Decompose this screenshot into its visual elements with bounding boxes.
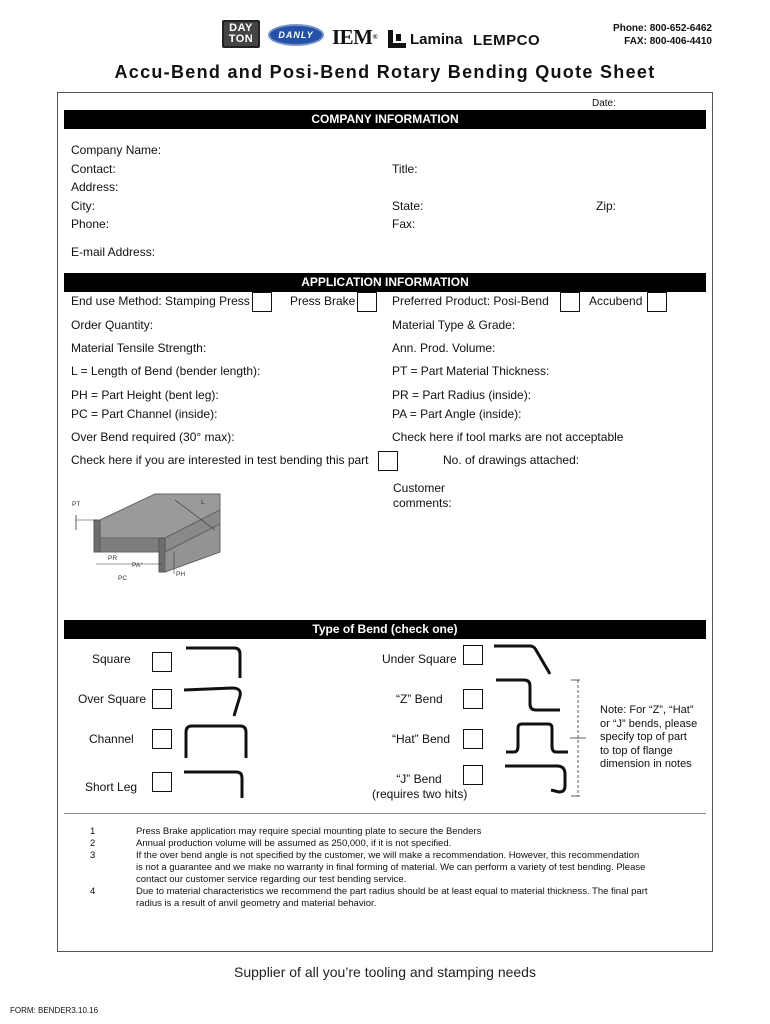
hat-bend-checkbox[interactable] [463, 729, 483, 749]
footnote-line: If the over bend angle is not specified by the customer, we will make a recommendation. However, this recommendation [136, 850, 640, 861]
j-bend-line1: “J” Bend [396, 772, 442, 786]
address-label[interactable]: Address: [71, 180, 119, 194]
footnote-line: Annual production volume will be assumed as 250,000, if it is not specified. [136, 838, 452, 849]
hat-bend-label: “Hat” Bend [392, 732, 451, 746]
square-checkbox[interactable] [152, 652, 172, 672]
bend-note-line: or “J” bends, please [600, 717, 698, 730]
channel-checkbox[interactable] [152, 729, 172, 749]
square-bend-icon [184, 644, 248, 680]
j-bend-checkbox[interactable] [463, 765, 483, 785]
iem-logo: IEM ® [332, 24, 378, 49]
dayton-logo-line2: TON [228, 33, 254, 45]
fax-number: FAX: 800-406-4410 [624, 36, 712, 47]
tool-marks-label[interactable]: Check here if tool marks are not acceptable [392, 430, 624, 444]
hat-bend-icon [504, 720, 570, 756]
press-brake-label: Press Brake [290, 294, 356, 308]
bend-note-line: to top of flange [600, 744, 673, 757]
test-bending-label: Check here if you are interested in test bending this part [71, 453, 369, 467]
order-quantity-label[interactable]: Order Quantity: [71, 318, 154, 332]
footnote-number: 4 [90, 886, 96, 897]
tensile-strength-label[interactable]: Material Tensile Strength: [71, 341, 207, 355]
bend-note [600, 704, 697, 772]
city-label[interactable]: City: [71, 199, 95, 213]
footnote-number: 2 [90, 838, 96, 849]
footnote-line: Press Brake application may require special mounting plate to secure the Benders [136, 826, 482, 837]
end-use-label: End use Method: Stamping Press [71, 294, 250, 308]
j-bend-line2: (requires two hits) [372, 787, 468, 801]
bend-note-line: dimension in notes [600, 758, 692, 770]
footnotes-divider [64, 813, 706, 814]
annual-production-label[interactable]: Ann. Prod. Volume: [392, 341, 496, 355]
title-label[interactable]: Title: [392, 162, 418, 176]
part-diagram [70, 490, 230, 590]
lamina-logo-text: Lamina [410, 30, 463, 48]
zip-label[interactable]: Zip: [596, 199, 617, 213]
customer-comments-line1: Customer [393, 481, 446, 495]
over-bend-label[interactable]: Over Bend required (30° max): [71, 430, 235, 444]
over-square-bend-icon [182, 684, 252, 720]
footnote-text [136, 838, 681, 850]
customer-comments-label[interactable] [393, 481, 452, 511]
dayton-logo-line1: DAY [229, 22, 253, 34]
footnote-line: contact our customer service regarding our test bending service. [136, 874, 407, 885]
short-leg-bend-icon [182, 768, 252, 802]
channel-label: Channel [89, 732, 134, 746]
diagram-label-l: L [201, 499, 205, 506]
channel-bend-icon [182, 722, 252, 762]
lamina-logo [388, 26, 463, 52]
lamina-mark-icon [388, 30, 406, 48]
press-brake-checkbox[interactable] [357, 292, 377, 312]
z-bend-checkbox[interactable] [463, 689, 483, 709]
email-label[interactable]: E-mail Address: [71, 245, 156, 259]
diagram-label-pa: PA° [132, 562, 143, 569]
footnote-number: 3 [90, 850, 96, 861]
danly-logo-text: DANLY [278, 30, 314, 40]
footnote-text [136, 850, 681, 886]
application-info-heading: APPLICATION INFORMATION [64, 273, 706, 292]
danly-logo [268, 24, 324, 46]
part-height-label[interactable]: PH = Part Height (bent leg): [71, 388, 219, 402]
drawings-attached-label[interactable]: No. of drawings attached: [443, 453, 580, 467]
part-angle-label[interactable]: PA = Part Angle (inside): [392, 407, 522, 421]
diagram-label-pt: PT [72, 501, 81, 508]
bend-length-label[interactable]: L = Length of Bend (bender length): [71, 364, 261, 378]
company-name-label[interactable]: Company Name: [71, 143, 162, 157]
part-channel-label[interactable]: PC = Part Channel (inside): [71, 407, 218, 421]
z-bend-icon [494, 676, 562, 716]
page-title: Accu-Bend and Posi-Bend Rotary Bending Quote Sheet [114, 62, 656, 82]
company-info-heading: COMPANY INFORMATION [64, 110, 706, 129]
footnote-line: is not a guarantee and we make no warranty in final forming of material. We can perform a variety of test bending. Please [136, 862, 646, 873]
footnote-line: Due to material characteristics we recommend the part radius should be at least equal to material thickness. The final part [136, 886, 648, 897]
contact-numbers [613, 22, 712, 48]
under-square-bend-icon [492, 642, 554, 678]
bend-note-line: Note: For “Z”, “Hat” [600, 704, 694, 716]
z-bend-label: “Z” Bend [396, 692, 443, 706]
phone-label[interactable]: Phone: [71, 217, 110, 231]
note-bracket [568, 676, 588, 802]
accubend-label: Accubend [589, 294, 643, 308]
lempco-logo [473, 27, 540, 53]
date-label: Date: [592, 98, 616, 109]
part-radius-label[interactable]: PR = Part Radius (inside): [392, 388, 532, 402]
state-label[interactable]: State: [392, 199, 424, 213]
dayton-logo [222, 20, 260, 48]
diagram-label-ph: PH [176, 571, 186, 578]
j-bend-label [372, 772, 466, 802]
footnote-text [136, 826, 681, 838]
diagram-label-pc: PC [118, 575, 128, 582]
stamping-press-checkbox[interactable] [252, 292, 272, 312]
iem-logo-text: IEM [332, 24, 373, 49]
bend-note-line: specify top of part [600, 731, 687, 743]
under-square-checkbox[interactable] [463, 645, 483, 665]
form-id: FORM: BENDER3.10.16 [10, 1006, 99, 1015]
short-leg-checkbox[interactable] [152, 772, 172, 792]
tagline: Supplier of all you’re tooling and stamping needs [234, 964, 536, 980]
diagram-right-leg [159, 538, 165, 572]
diagram-label-pr: PR [108, 555, 118, 562]
over-square-checkbox[interactable] [152, 689, 172, 709]
square-label: Square [92, 652, 131, 666]
footnote-line: radius is a result of anvil geometry and material behavior. [136, 898, 377, 909]
over-square-label: Over Square [78, 692, 147, 706]
material-type-label[interactable]: Material Type & Grade: [392, 318, 516, 332]
under-square-label: Under Square [382, 652, 457, 666]
test-bending-checkbox[interactable] [378, 451, 398, 471]
short-leg-label: Short Leg [85, 780, 138, 794]
bend-type-heading: Type of Bend (check one) [64, 620, 706, 639]
footnote-text [136, 886, 681, 910]
diagram-front-face [100, 538, 165, 552]
footnote-number: 1 [90, 826, 96, 837]
phone-number: Phone: 800-652-6462 [613, 23, 712, 34]
preferred-product-label: Preferred Product: Posi-Bend [392, 294, 549, 308]
accubend-checkbox[interactable] [647, 292, 667, 312]
fax-label[interactable]: Fax: [392, 217, 416, 231]
customer-comments-line2: comments: [393, 496, 452, 510]
contact-label[interactable]: Contact: [71, 162, 116, 176]
diagram-left-leg [94, 520, 100, 552]
lempco-logo-text: LEMPCO [473, 31, 541, 49]
j-bend-icon [503, 762, 573, 798]
material-thickness-label[interactable]: PT = Part Material Thickness: [392, 364, 550, 378]
posi-bend-checkbox[interactable] [560, 292, 580, 312]
